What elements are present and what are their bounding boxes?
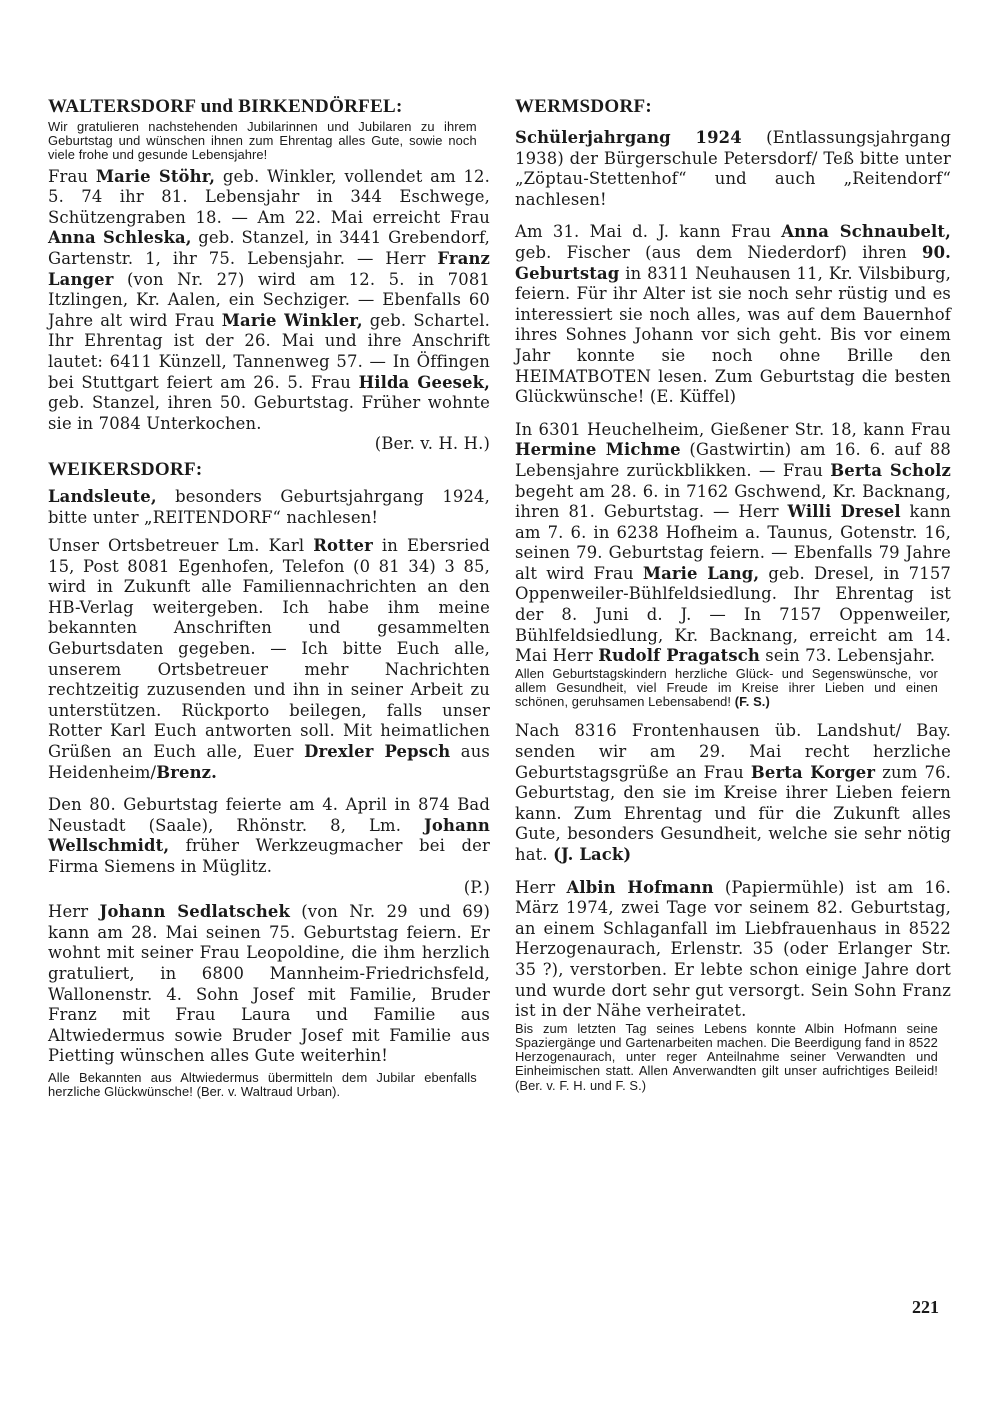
person-name: Willi Dresel: [787, 502, 901, 522]
right-column: [515, 96, 951, 1093]
small-print-note: [515, 667, 938, 710]
birthday-paragraph: [515, 222, 951, 407]
person-name: Marie Lang,: [642, 563, 760, 583]
text: Unser Ortsbetreuer Lm. Karl: [48, 536, 314, 556]
notice-paragraph: [48, 487, 490, 528]
person-name: Berta Korger: [750, 762, 876, 782]
place-name: Brenz.: [156, 762, 217, 782]
person-name: Rotter: [313, 536, 373, 556]
text: Herr: [48, 902, 100, 922]
emphasis: Schülerjahrgang 1924: [515, 128, 742, 147]
text: früher Werkzeugmacher bei der Firma Siemens in Müglitz.: [48, 836, 490, 877]
text: (von Nr. 29 und 69) kann am 28. Mai seinen 75. Geburtstag feiern. Er wohnt mit seiner Frau Leopoldine, die ihm herzlich gratuliert, in 6800 Mannheim-Friedrichsfeld, Wallonenstr. 4. Sohn Josef mit Familie, Bruder Franz mit Frau Laura und Familie aus Altwiedermus sowie Bruder Josef mit Familie aus Pietting wünschen alles Gute weiterhin!: [48, 902, 490, 1066]
person-name: Albin Hofmann: [566, 877, 714, 897]
page-number: 221: [912, 1297, 939, 1317]
text: besonders Geburtsjahrgang 1924, bitte unter „REITENDORF“ nachlesen!: [48, 486, 490, 527]
small-print-note: Alle Bekannten aus Altwiedermus übermitteln dem Jubilar ebenfalls herzliche Glückwünsche! (Ber. v. Waltraud Urban).: [48, 1069, 477, 1100]
section-heading-waltersdorf: WALTERSDORF und BIRKENDÖRFEL:: [48, 96, 403, 117]
text: Am 31. Mai d. J. kann Frau: [515, 222, 782, 242]
text: begeht am 28. 6. in 7162 Gschwend, Kr. Backnang, ihren 81. Geburtstag. — Herr: [515, 481, 951, 522]
text: sein 73. Lebensjahr.: [759, 646, 936, 666]
emphasis: Landsleute,: [48, 486, 157, 506]
person-name: Rudolf Pragatsch: [598, 646, 760, 666]
obituary-paragraph: [515, 878, 951, 1022]
text: geb. Dresel, in 7157 Oppenweiler-Bühlfeldsiedlung. Ihr Ehrentag ist der 8. Juni d. J. — In 7157 Oppenweiler, Bühlfeldsiedlung, Kr. Backnang, erreicht am 14. Mai Herr: [515, 563, 951, 666]
birthday-paragraph: [48, 167, 490, 455]
person-name: Hermine Michme: [515, 440, 681, 460]
text: Nach 8316 Frontenhausen üb. Landshut/ Bay. senden wir am 29. Mai recht herzliche Geburtstagsgrüße an Frau: [515, 721, 951, 782]
emphasis: 90. Geburtstag: [515, 242, 951, 283]
author-signature: (J. Lack): [553, 845, 632, 865]
text: geb. Fischer (aus dem Niederdorf) ihren: [515, 242, 923, 262]
person-name: Marie Winkler,: [221, 310, 363, 330]
text: zum 76. Geburtstag, den sie im Kreise ihrer Lieben feiern kann. Zum Ehrentag und für die Zukunft alles Gute, besonders Gesundheit, welche sie sehr nötig hat.: [515, 762, 952, 865]
author-signature: (Ber. v. H. H.): [374, 434, 490, 454]
text: Frau: [48, 166, 96, 186]
text: geb. Stanzel, ihren 50. Geburtstag. Früher wohnte sie in 7084 Unterkochen.: [48, 393, 490, 433]
text: (Gastwirtin) am 16. 6. auf 88 Lebensjahre zurückblikken. — Frau: [515, 440, 951, 480]
text: kann am 7. 6. in 6238 Hofheim a. Taunus, Gotenstr. 16, seinen 79. Geburtstag feiern. — Ebenfalls 79 Jahre alt wird Frau: [515, 502, 951, 583]
birthday-paragraph: [48, 795, 490, 898]
text: aus Heidenheim/: [48, 742, 490, 782]
text: in 8311 Neuhausen 11, Kr. Vilsbiburg, feiern. Für ihr Alter ist sie noch sehr rüstig und es interessiert sie noch alles, was auf dem Bauernhof ihres Sohnes Johann vor sich geht. Bis vor einem Jahr konnte sie noch ohne Brille den HEIMATBOTEN lesen. Zum Geburtstag die besten Glückwünsche! (E. Küffel): [515, 263, 951, 407]
intro-paragraph: Wir gratulieren nachstehenden Jubilarinnen und Jubilaren zu ihrem Geburtstag und wünschen ihnen zum Ehrentag alles Gute, sowie noch viele frohe und gesunde Lebensjahre!: [48, 119, 477, 163]
person-name: Marie Stöhr,: [95, 166, 216, 186]
text: geb. Stanzel, in 3441 Grebendorf, Gartenstr. 1, ihr 75. Lebensjahr. — Herr: [48, 228, 490, 268]
text: geb. Schartel. Ihr Ehrentag ist der 26. Mai und ihre Anschrift lautet: 6411 Künzell, Tannenweg 57. — In Öffingen bei Stuttgart feiert am 26. 5. Frau: [48, 310, 490, 392]
birthday-paragraph: [48, 902, 490, 1067]
person-name: Anna Schnaubelt,: [781, 222, 952, 242]
text: Allen Geburtstagskindern herzliche Glück- und Segenswünsche, vor allem Gesundheit, viel Freude im Kreise ihrer Lieben und einen schönen, geruhsamen Lebensabend!: [515, 665, 938, 710]
notice-paragraph: [515, 128, 951, 210]
person-name: Franz Langer: [48, 248, 490, 289]
birthday-paragraph: [515, 420, 951, 667]
text: Den 80. Geburtstag feierte am 4. April in 874 Bad Neustadt (Saale), Rhönstr. 8, Lm.: [48, 795, 490, 835]
text: (Papiermühle) ist am 16. März 1974, zwei Tage vor seinem 82. Geburtstag, an einem Schlaganfall im Liebfrauenhaus in 8522 Herzogenaurach, Erlenstr. 35 (oder Erlanger Str. 35 ?), verstorben. Er lebte schon einige Jahre dort und wurde dort sehr gut versorgt. Sein Sohn Franz ist in der Nähe verheiratet.: [515, 877, 951, 1021]
person-name: Johann Wellschmidt,: [48, 815, 490, 856]
text: (von Nr. 27) wird am 12. 5. in 7081 Itzlingen, Kr. Aalen, ein Sechziger. — Ebenfalls 60 Jahre alt wird Frau: [48, 269, 490, 330]
text: (Entlassungsjahrgang 1938) der Bürgerschule Petersdorf/ Teß bitte unter „Zöptau-Stettenhof“ und auch „Reitendorf“ nachlesen!: [515, 128, 952, 209]
section-heading-wermsdorf: WERMSDORF:: [515, 96, 653, 117]
text: Herr: [515, 877, 567, 897]
section-heading-weikersdorf: WEIKERSDORF:: [48, 458, 203, 480]
left-column: [48, 96, 490, 1099]
text: geb. Winkler, vollendet am 12. 5. 74 ihr 81. Lebensjahr in 344 Eschwege, Schützengraben 18. — Am 22. Mai erreicht Frau: [48, 166, 490, 227]
author-signature: (F. S.): [734, 694, 770, 710]
ortsbetreuer-paragraph: [48, 536, 490, 783]
person-name: Berta Scholz: [830, 460, 951, 480]
person-name: Anna Schleska,: [48, 228, 192, 248]
person-name: Johann Sedlatschek: [99, 902, 290, 922]
small-print-note: Bis zum letzten Tag seines Lebens konnte Albin Hofmann seine Spaziergänge und Gartenarbeiten machen. Die Beerdigung fand in 8522 Herzogenaurach, unter reger Anteilnahme seiner Verwandten und Einheimischen statt. Allen Anverwandten gilt unser aufrichtiges Beileid! (Ber. v. F. H. und F. S.): [515, 1020, 938, 1093]
text: In 6301 Heuchelheim, Gießener Str. 18, kann Frau: [515, 419, 951, 439]
author-signature: (P.): [463, 877, 490, 897]
text: in Ebersried 15, Post 8081 Egenhofen, Telefon (0 81 34) 3 85, wird in Zukunft alle Familiennachrichten an den HB-Verlag weitergeben. Ich habe ihm meine bekannten Anschriften und gesammelten Geburtsdaten gegeben. — Ich bitte Euch alle, unserem Ortsbetreuer mehr Nachrichten rechtzeitig zuzusenden und ihn in seiner Arbeit zu unterstützen. Rückporto beilegen, falls unser Rotter Karl Euch antworten soll. Mit heimatlichen Grüßen an Euch alle, Euer: [48, 536, 491, 762]
birthday-paragraph: [515, 721, 951, 865]
person-name: Hilda Geesek,: [358, 372, 491, 392]
person-name: Drexler Pepsch: [304, 742, 451, 762]
